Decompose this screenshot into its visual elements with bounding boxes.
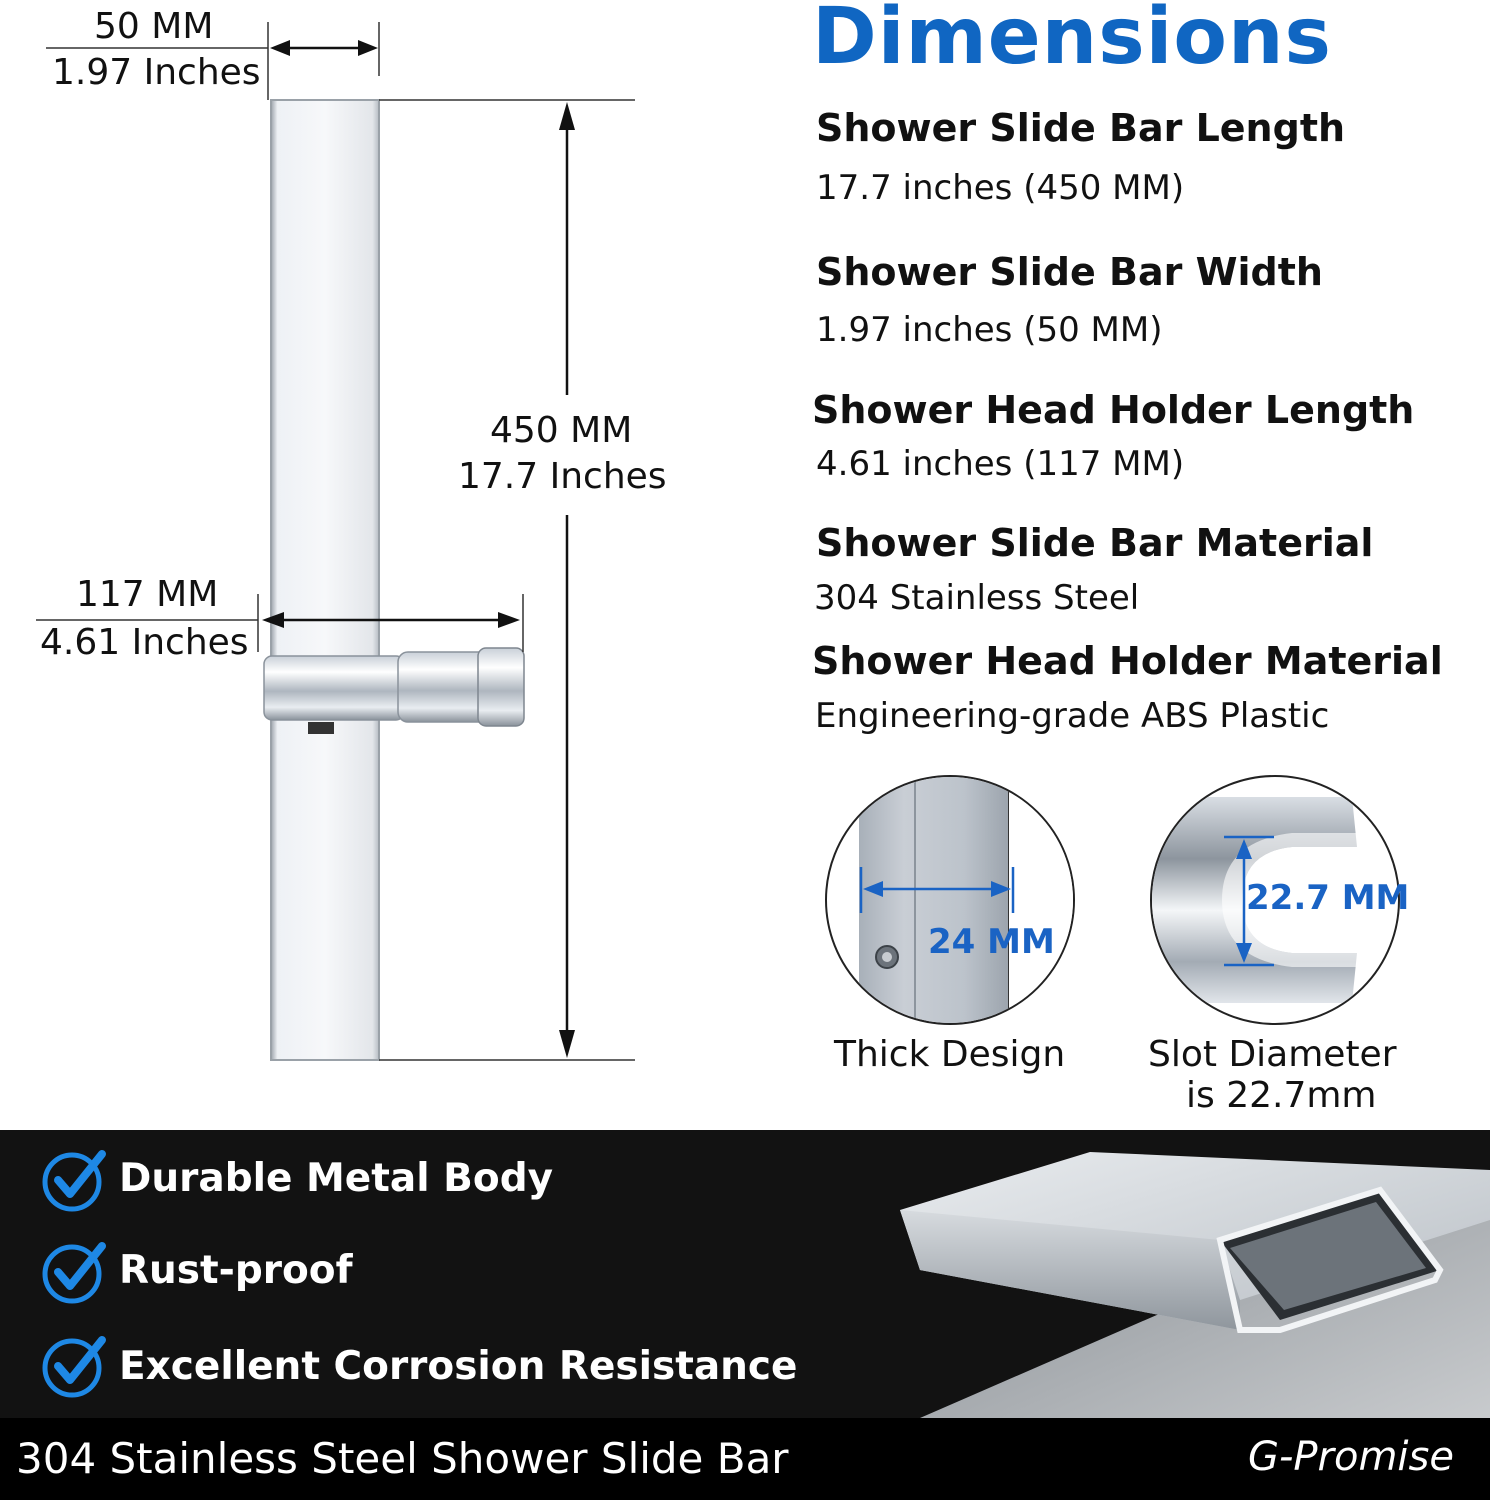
check-circle-icon: [40, 1240, 110, 1304]
spec-value-holder-material: Engineering-grade ABS Plastic: [815, 696, 1330, 736]
thick-dimension-label: 24 MM: [928, 922, 1055, 962]
thick-design-caption: Thick Design: [834, 1034, 1066, 1075]
holder-in-label: 4.61 Inches: [40, 622, 249, 663]
footer-title: 304 Stainless Steel Shower Slide Bar: [16, 1434, 789, 1483]
slot-dimension-label: 22.7 MM: [1246, 878, 1410, 918]
page-title: Dimensions: [812, 0, 1332, 82]
spec-heading-bar-material: Shower Slide Bar Material: [816, 521, 1374, 565]
check-circle-icon: [40, 1148, 110, 1212]
thick-design-closeup: [825, 775, 1075, 1025]
spec-heading-holder-length: Shower Head Holder Length: [812, 388, 1415, 432]
spec-heading-bar-length: Shower Slide Bar Length: [816, 106, 1346, 150]
slide-bar-diagram: [0, 0, 760, 1120]
length-dimension: [379, 100, 635, 1060]
spec-value-bar-width: 1.97 inches (50 MM): [816, 310, 1163, 350]
spec-value-bar-material: 304 Stainless Steel: [814, 578, 1140, 618]
feature-band: [0, 1130, 1490, 1418]
brand-name: G-Promise: [1248, 1434, 1454, 1480]
length-mm-label: 450 MM: [490, 410, 633, 451]
check-circle-icon: [40, 1334, 110, 1398]
slot-caption-line2: is 22.7mm: [1186, 1075, 1377, 1116]
width-mm-label: 50 MM: [94, 6, 214, 47]
slide-bar-image: [271, 100, 379, 1060]
steel-tube-image: [860, 1130, 1490, 1418]
slot-caption-line1: Slot Diameter: [1148, 1034, 1397, 1075]
spec-heading-holder-material: Shower Head Holder Material: [812, 639, 1443, 683]
width-in-label: 1.97 Inches: [52, 52, 261, 93]
feature-durable: Durable Metal Body: [119, 1156, 554, 1201]
spec-heading-bar-width: Shower Slide Bar Width: [816, 250, 1323, 294]
thick-design-illustration: [827, 777, 1073, 1023]
feature-corrosion: Excellent Corrosion Resistance: [119, 1344, 798, 1389]
spec-value-bar-length: 17.7 inches (450 MM): [816, 168, 1185, 208]
holder-mm-label: 117 MM: [76, 574, 219, 615]
length-in-label: 17.7 Inches: [458, 456, 667, 497]
spec-value-holder-length: 4.61 inches (117 MM): [816, 444, 1185, 484]
feature-rust-proof: Rust-proof: [119, 1248, 353, 1293]
